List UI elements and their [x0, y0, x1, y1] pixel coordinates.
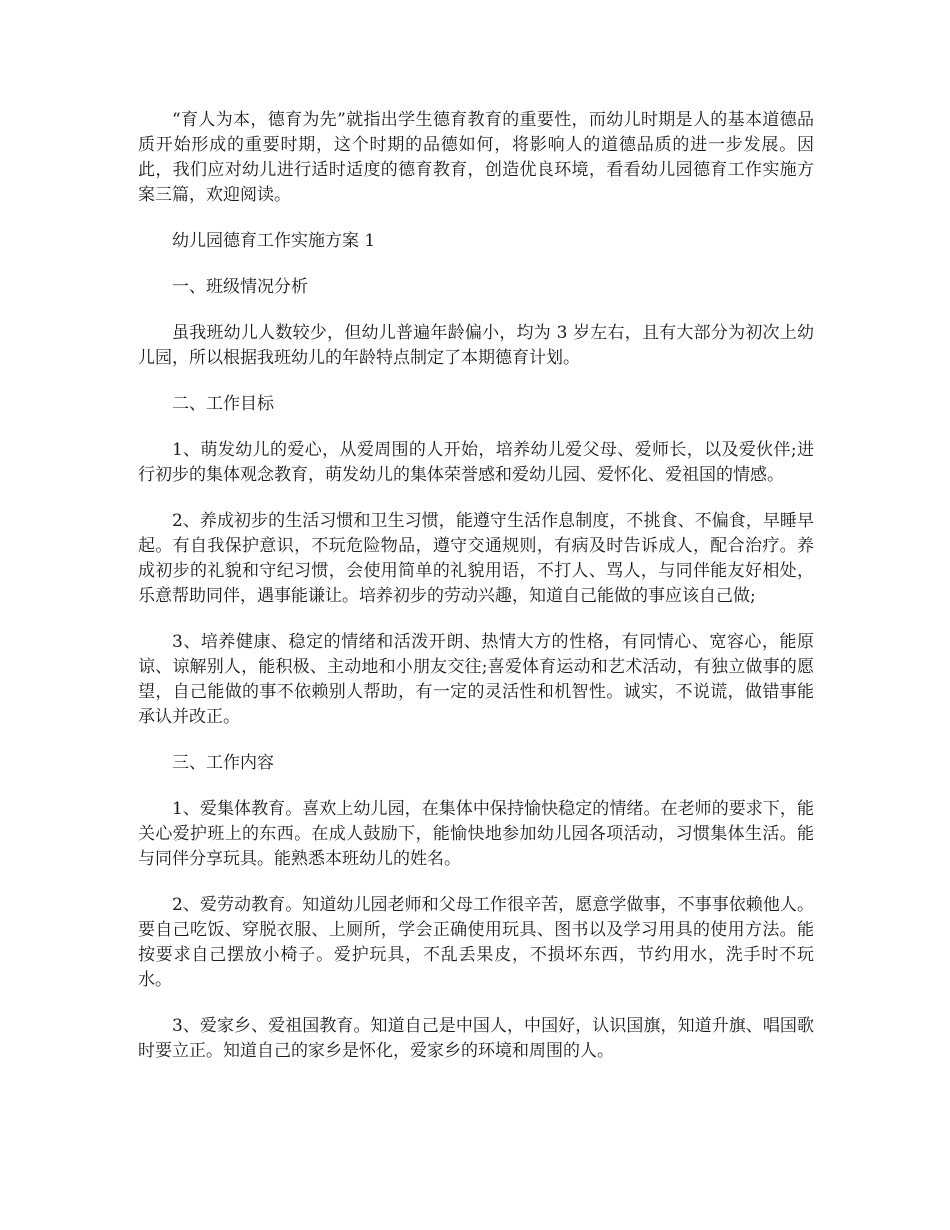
intro-paragraph: “育人为本，德育为先”就指出学生德育教育的重要性，而幼儿时期是人的基本道德品质开始形成的重要时期，这个时期的品德如何，将影响人的道德品质的进一步发展。因此，我们应对幼儿进行适时适度的德育教育，创造优良环境，看看幼儿园德育工作实施方案三篇，欢迎阅读。 — [138, 110, 814, 205]
section-heading-1: 一、班级情况分析 — [172, 277, 308, 297]
goal-paragraph-3: 3、培养健康、稳定的情绪和活泼开朗、热情大方的性格，有同情心、宽容心，能原谅、谅解别人，能积极、主动地和小朋友交往;喜爱体育运动和艺术活动，有独立做事的愿望，自己能做的事不依赖别人帮助，有一定的灵活性和机智性。诚实，不说谎，做错事能承认并改正。 — [138, 632, 814, 727]
content-paragraph-3: 3、爱家乡、爱祖国教育。知道自己是中国人，中国好，认识国旗，知道升旗、唱国歌时要立正。知道自己的家乡是怀化，爱家乡的环境和周围的人。 — [138, 1016, 814, 1061]
goal-paragraph-2: 2、养成初步的生活习惯和卫生习惯，能遵守生活作息制度，不挑食、不偏食，早睡早起。有自我保护意识，不玩危险物品，遵守交通规则，有病及时告诉成人，配合治疗。养成初步的礼貌和守纪习惯，会使用简单的礼貌用语，不打人、骂人，与同伴能友好相处，乐意帮助同伴，遇事能谦让。培养初步的劳动兴趣，知道自己能做的事应该自己做; — [138, 511, 814, 606]
plan-title: 幼儿园德育工作实施方案 1 — [172, 231, 376, 251]
section-heading-2: 二、工作目标 — [172, 394, 274, 414]
content-paragraph-2: 2、爱劳动教育。知道幼儿园老师和父母工作很辛苦，愿意学做事，不事事依赖他人。要自己吃饭、穿脱衣服、上厕所，学会正确使用玩具、图书以及学习用具的使用方法。能按要求自己摆放小椅子。爱护玩具，不乱丢果皮，不损坏东西，节约用水，洗手时不玩水。 — [138, 895, 814, 990]
goal-paragraph-1: 1、萌发幼儿的爱心，从爱周围的人开始，培养幼儿爱父母、爱师长，以及爱伙伴;进行初步的集体观念教育，萌发幼儿的集体荣誉感和爱幼儿园、爱怀化、爱祖国的情感。 — [138, 440, 814, 485]
content-paragraph-1: 1、爱集体教育。喜欢上幼儿园，在集体中保持愉快稳定的情绪。在老师的要求下，能关心爱护班上的东西。在成人鼓励下，能愉快地参加幼儿园各项活动，习惯集体生活。能与同伴分享玩具。能熟悉本班幼儿的姓名。 — [138, 799, 814, 869]
document-body — [138, 108, 814, 1085]
section-heading-3: 三、工作内容 — [172, 753, 274, 773]
class-analysis-paragraph: 虽我班幼儿人数较少，但幼儿普遍年龄偏小，均为 3 岁左右，且有大部分为初次上幼儿园，所以根据我班幼儿的年龄特点制定了本期德育计划。 — [138, 323, 814, 368]
